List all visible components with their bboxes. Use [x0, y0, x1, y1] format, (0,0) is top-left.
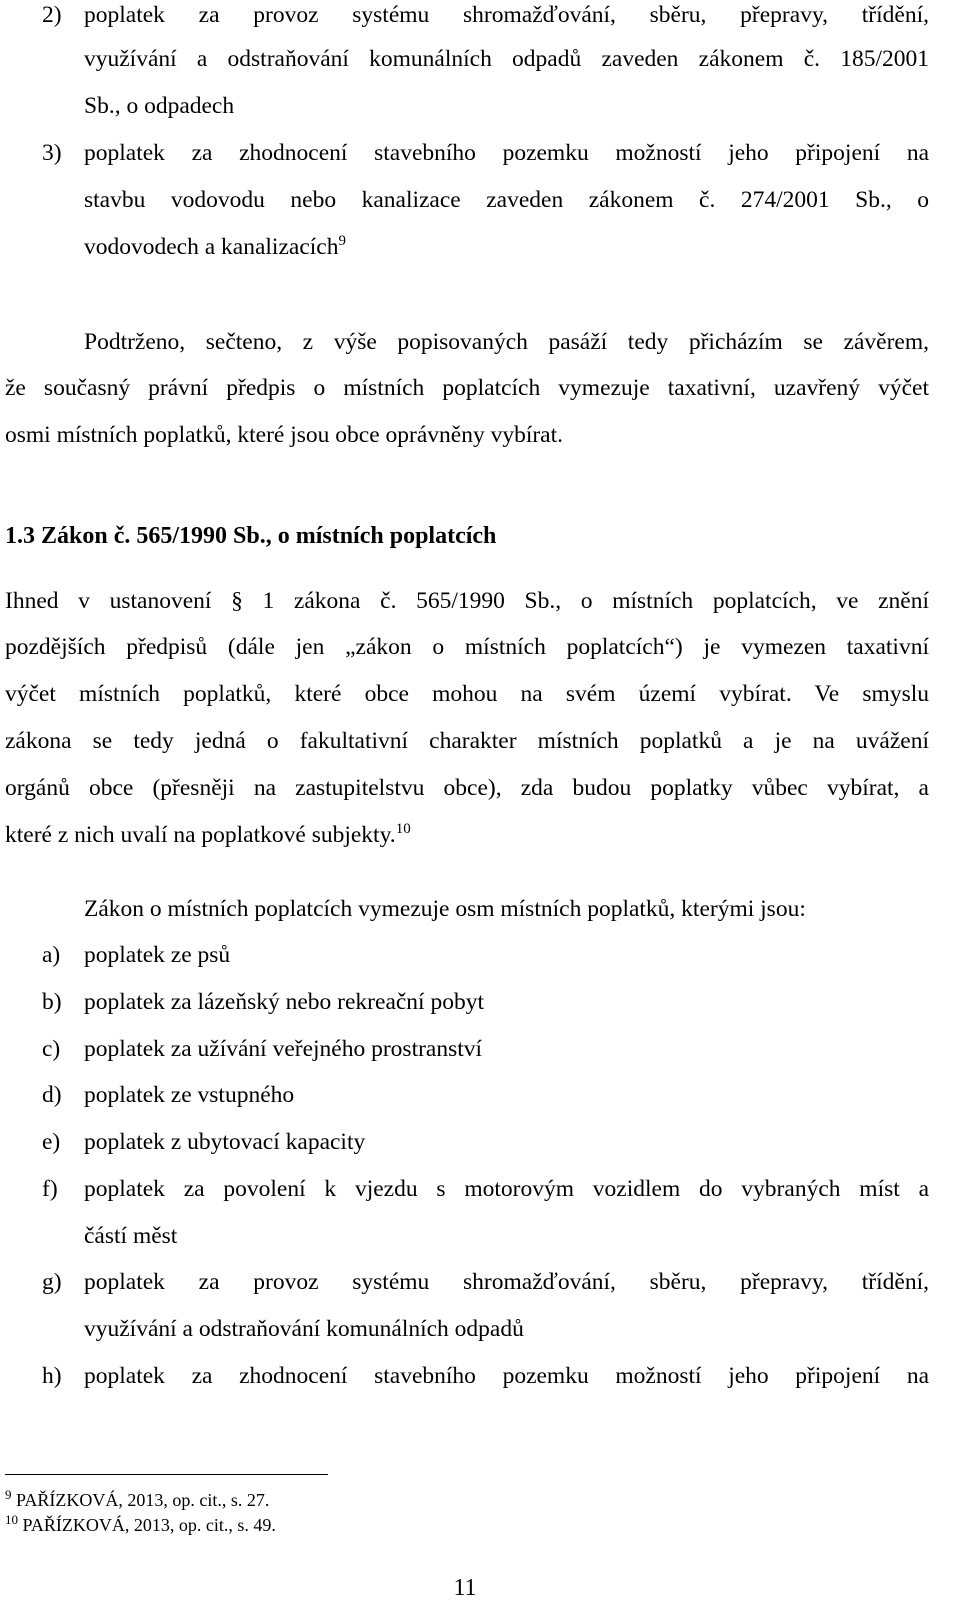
- list-item-text: poplatek za provoz systému shromažďování, sběru, přepravy, třídění,: [84, 2, 929, 28]
- paragraph-line: výčet místních poplatků, které obce mohou na svém území vybírat. Ve smyslu: [5, 681, 929, 707]
- list-item-label: h): [42, 1363, 62, 1389]
- list-item-3-line-3: [84, 233, 929, 261]
- list-item-label: b): [42, 989, 62, 1015]
- fee-list-item-g-line-2: využívání a odstraňování komunálních odpadů: [84, 1316, 524, 1342]
- paragraph-line: orgánů obce (přesněji na zastupitelstvu obce), zda budou poplatky vůbec vybírat, a: [5, 775, 929, 801]
- fee-list-item-f: [42, 1175, 929, 1203]
- list-item-label: a): [42, 942, 61, 968]
- list-item-label: e): [42, 1129, 61, 1155]
- list-item-2-line-2: využívání a odstraňování komunálních odpadů zaveden zákonem č. 185/2001: [84, 46, 929, 72]
- footnote-ref-10: 10: [395, 821, 411, 837]
- paragraph-fees-intro: Zákon o místních poplatcích vymezuje osm místních poplatků, kterými jsou:: [84, 896, 806, 922]
- list-item-label: d): [42, 1082, 62, 1108]
- paragraph-line: pozdějších předpisů (dále jen „zákon o místních poplatcích“) je vymezen taxativní: [5, 634, 929, 660]
- section-title-bold: Zákon č. 565/1990 Sb.: [41, 523, 266, 549]
- list-item-text: poplatek ze psů: [84, 942, 231, 968]
- page-number: 11: [453, 1575, 477, 1601]
- footnote-9: [5, 1489, 269, 1511]
- list-item-text: poplatek za lázeňský nebo rekreační pobyt: [84, 989, 484, 1015]
- list-item-label: g): [42, 1269, 62, 1295]
- footnote-divider: [5, 1474, 328, 1475]
- list-item-text: poplatek za užívání veřejného prostranství: [84, 1036, 483, 1062]
- section-title-rest: , o místních poplatcích: [265, 523, 497, 549]
- list-item-label: 2): [42, 2, 62, 28]
- fee-list-item-c: [42, 1035, 929, 1063]
- footnote-number: 9: [5, 1487, 12, 1502]
- list-item-text: poplatek za zhodnocení stavebního pozemku možností jeho připojení na: [84, 1363, 929, 1389]
- paragraph-line: osmi místních poplatků, které jsou obce oprávněny vybírat.: [5, 422, 564, 448]
- footnote-text: PAŘÍZKOVÁ, 2013, op. cit., s. 27.: [16, 1490, 270, 1510]
- list-item-label: 3): [42, 140, 62, 166]
- list-item-text: poplatek za provoz systému shromažďování, sběru, přepravy, třídění,: [84, 1269, 929, 1295]
- section-number: 1.3: [5, 523, 35, 549]
- fee-list-item-e: [42, 1128, 929, 1156]
- footnote-number: 10: [5, 1512, 18, 1527]
- footnote-10: [5, 1514, 276, 1536]
- paragraph-line: Podtrženo, sečteno, z výše popisovaných pasáží tedy přicházím se závěrem,: [84, 329, 929, 355]
- list-item-label: c): [42, 1036, 61, 1062]
- footnote-ref-9: 9: [338, 233, 346, 249]
- fee-list-item-f-line-2: částí měst: [84, 1223, 178, 1249]
- list-item-3-line-2: stavbu vodovodu nebo kanalizace zaveden zákonem č. 274/2001 Sb., o: [84, 187, 929, 213]
- fee-list-item-a: [42, 941, 929, 969]
- list-item-2-line-3: Sb., o odpadech: [84, 93, 235, 119]
- list-item-3-line-1: [42, 139, 929, 167]
- paragraph-line: Ihned v ustanovení § 1 zákona č. 565/1990 Sb., o místních poplatcích, ve znění: [5, 588, 929, 614]
- section-heading: [5, 522, 929, 550]
- list-item-text: poplatek ze vstupného: [84, 1082, 295, 1108]
- list-item-label: f): [42, 1176, 58, 1202]
- list-item-2-line-1: [42, 1, 929, 29]
- paragraph-line: zákona se tedy jedná o fakultativní charakter místních poplatků a je na uvážení: [5, 728, 929, 754]
- paragraph-line: [5, 821, 929, 849]
- list-item-text: poplatek za zhodnocení stavebního pozemku možností jeho připojení na: [84, 140, 929, 166]
- paragraph-text: které z nich uvalí na poplatkové subjekty.: [5, 822, 396, 848]
- fee-list-item-h: [42, 1362, 929, 1390]
- list-item-text: poplatek za povolení k vjezdu s motorovým vozidlem do vybraných míst a: [84, 1176, 929, 1202]
- list-item-text: vodovodech a kanalizacích: [84, 234, 339, 260]
- footnote-text: PAŘÍZKOVÁ, 2013, op. cit., s. 49.: [22, 1515, 276, 1535]
- fee-list-item-b: [42, 988, 929, 1016]
- list-item-text: poplatek z ubytovací kapacity: [84, 1129, 366, 1155]
- fee-list-item-g: [42, 1268, 929, 1296]
- paragraph-line: že současný právní předpis o místních poplatcích vymezuje taxativní, uzavřený výčet: [5, 375, 929, 401]
- fee-list-item-d: [42, 1081, 929, 1109]
